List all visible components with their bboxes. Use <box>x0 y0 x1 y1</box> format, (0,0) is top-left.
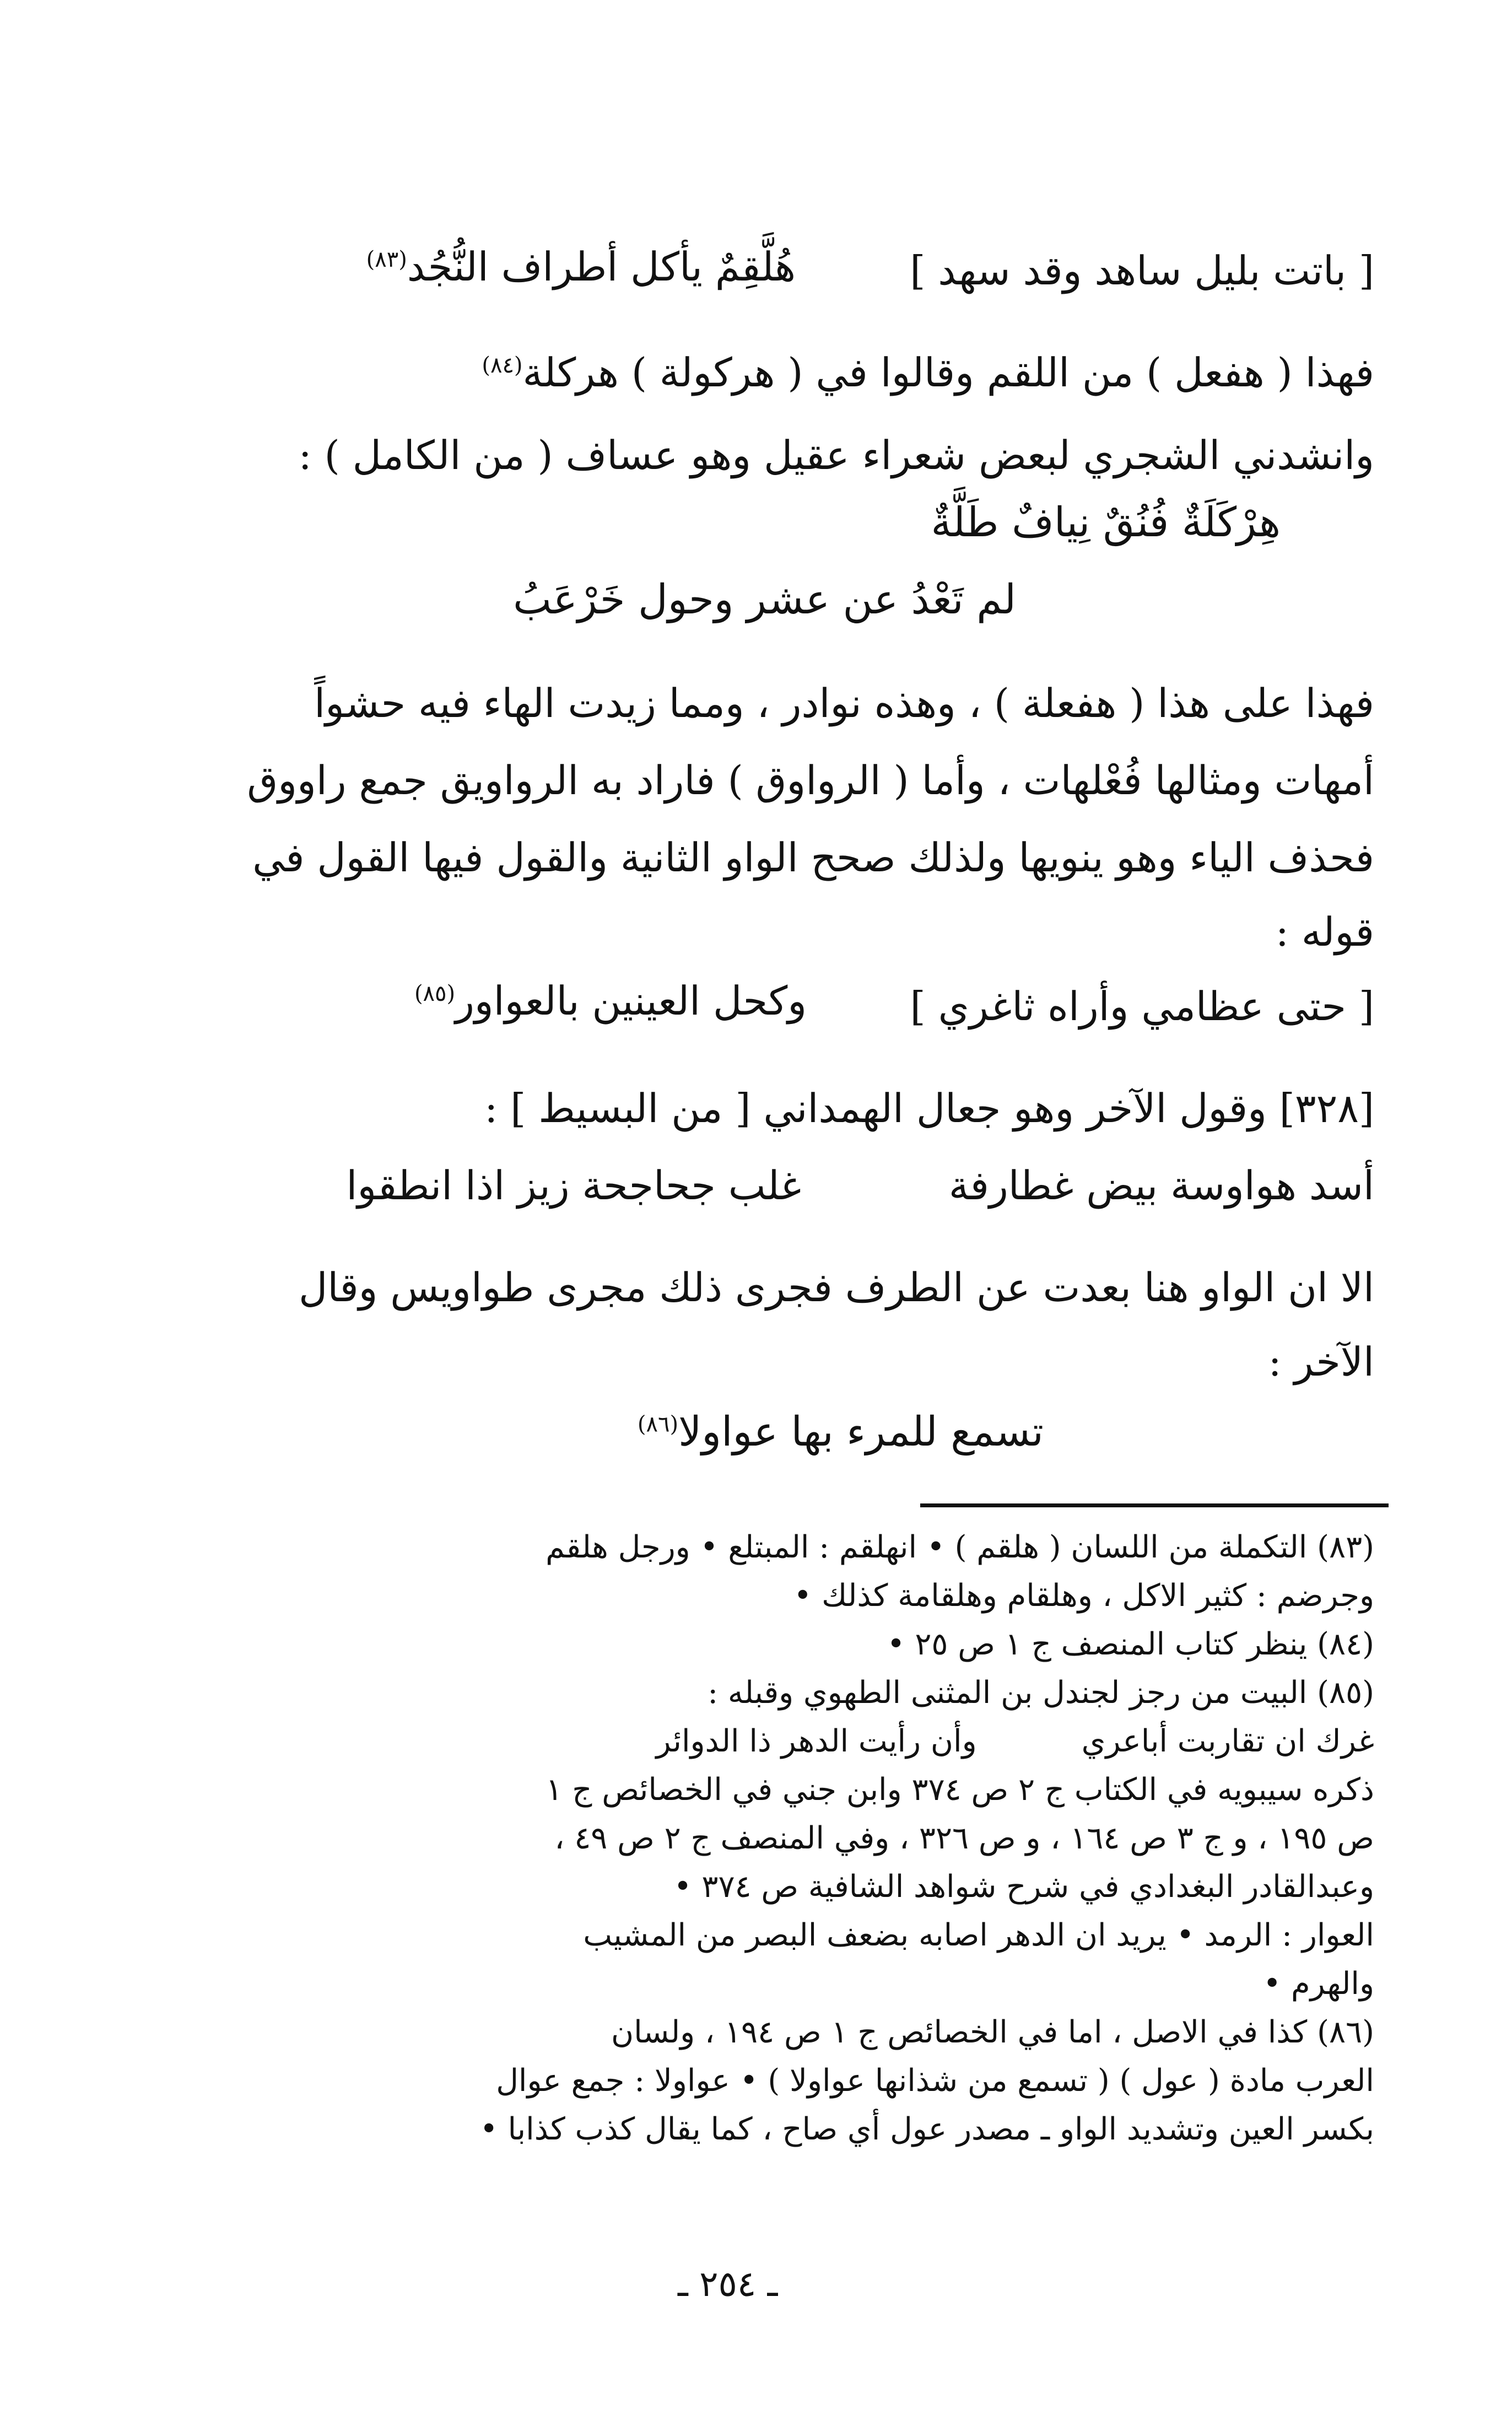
verse-85-left-hemistich: وكحل العينين بالعواور$^{(٨٥)}$ <box>414 978 807 1024</box>
footnote-verse-line: غرك ان تقاربت أباعريوأن رأيت الدهر ذا الدوائر <box>656 1723 1374 1759</box>
footnote-line: وعبدالقادر البغدادي في شرح شواهد الشافية ص ٣٧٤ • <box>673 1869 1374 1905</box>
body-line: الا ان الواو هنا بعدت عن الطرف فجرى ذلك مجرى طواويس وقال <box>298 1264 1374 1311</box>
verse-83-left-hemistich: هُلَّقِمٌ يأكل أطراف النُّجُد$^{(٨٣)}$ <box>366 244 796 290</box>
body-line: فهذا ( هفعل ) من اللقم وقالوا في ( هركولة ) هركلة$^{(٨٤)}$ <box>482 349 1374 396</box>
body-line: [٣٢٨] وقول الآخر وهو جعال الهمداني [ من البسيط ] : <box>484 1085 1374 1131</box>
footnote-ref-83: (٨٣) <box>366 247 407 272</box>
verse-85-right-hemistich: [ حتى عظامي وأراه ثاغري ] <box>910 983 1374 1029</box>
poem-line: هِرْكَلَةٌ فُنُقٌ نِيافٌ طَلَّةٌ <box>931 499 1281 546</box>
footnote-line: ص ١٩٥ ، و ج ٣ ص ١٦٤ ، و ص ٣٢٦ ، وفي المنصف ج ٢ ص ٤٩ ، <box>554 1820 1374 1856</box>
footnote-ref-84: (٨٤) <box>482 353 523 378</box>
footnote-ref-86: (٨٦) <box>637 1411 679 1437</box>
footnote-line: (٨٦) كذا في الاصل ، اما في الخصائص ج ١ ص ١٩٤ ، ولسان <box>611 2014 1374 2050</box>
footnote-line: وجرضم : كثير الاكل ، وهلقام وهلقامة كذلك • <box>793 1578 1374 1614</box>
footnote-ref-85: (٨٥) <box>414 981 456 1006</box>
verse-83-right-hemistich: [ باتت بليل ساهد وقد سهد ] <box>910 247 1374 294</box>
footnote-line: العرب مادة ( عول ) ( تسمع من شذانها عواولا ) • عواولا : جمع عوال <box>496 2063 1374 2099</box>
body-line: فهذا على هذا ( هفعلة ) ، وهذه نوادر ، ومما زيدت الهاء فيه حشواً <box>314 680 1374 726</box>
footnote-line: (٨٤) ينظر كتاب المنصف ج ١ ص ٢٥ • <box>887 1626 1374 1662</box>
verse-328-right-hemistich: أسد هواوسة بيض غطارفة <box>948 1162 1374 1209</box>
body-line: قوله : <box>1275 909 1374 955</box>
body-line: أمهات ومثالها فُعْلهات ، وأما ( الرواوق ) فاراد به الرواويق جمع راووق <box>247 757 1374 804</box>
page-number: ـ ٢٥٤ ـ <box>678 2264 778 2305</box>
body-line: الآخر : <box>1268 1339 1374 1385</box>
footnote-line: ذكره سيبويه في الكتاب ج ٢ ص ٣٧٤ وابن جني في الخصائص ج ١ <box>546 1772 1374 1808</box>
body-line: فحذف الياء وهو ينويها ولذلك صحح الواو الثانية والقول فيها القول في <box>252 834 1374 881</box>
body-line: وانشدني الشجري لبعض شعراء عقيل وهو عساف ( من الكامل ) : <box>298 432 1374 478</box>
footnote-separator <box>920 1503 1389 1507</box>
footnote-line: العوار : الرمد • يريد ان الدهر اصابه بضعف البصر من المشيب <box>583 1917 1374 1953</box>
footnote-line: بكسر العين وتشديد الواو ـ مصدر عول أي صاح ، كما يقال كذب كذابا • <box>479 2111 1374 2147</box>
verse-328-left-hemistich: غلب جحاجحة زيز اذا انطقوا <box>346 1162 801 1209</box>
footnote-line: والهرم • <box>1263 1966 1374 2002</box>
footnote-line: (٨٥) البيت من رجز لجندل بن المثنى الطهوي وقبله : <box>708 1675 1374 1711</box>
poem-line: تسمع للمرء بها عواولا$^{(٨٦)}$ <box>637 1408 1044 1456</box>
poem-line: لم تَعْدُ عن عشر وحول خَرْعَبُ <box>513 576 1016 623</box>
footnote-line: (٨٣) التكملة من اللسان ( هلقم ) • انهلقم : المبتلع • ورجل هلقم <box>546 1529 1374 1565</box>
